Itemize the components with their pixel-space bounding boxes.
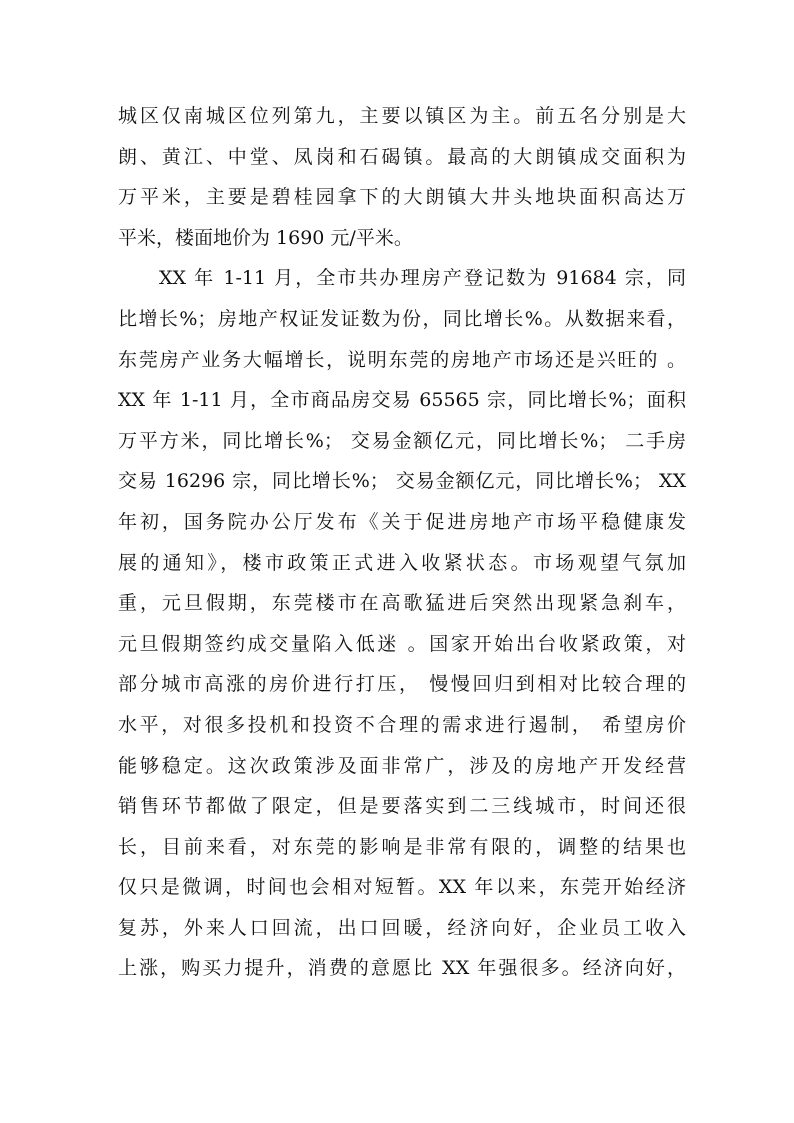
text-line: 部分城市高涨的房价进行打压， 慢慢回归到相对比较合理的: [118, 673, 686, 696]
text-line: 朗、黄江、中堂、凤岗和石碣镇。最高的大朗镇成交面积为: [118, 145, 686, 168]
text-line: XX 年 1-11 月，全市商品房交易 65565 宗，同比增长%；面积: [118, 389, 686, 412]
text-line: 长，目前来看，对东莞的影响是非常有限的，调整的结果也: [118, 835, 686, 858]
text-line: 万平米，主要是碧桂园拿下的大朗镇大井头地块面积高达万: [118, 186, 686, 209]
text-line: 重，元旦假期，东莞楼市在高歌猛进后突然出现紧急刹车，: [118, 592, 686, 615]
text-line: 年初，国务院办公厅发布《关于促进房地产市场平稳健康发: [118, 510, 686, 533]
text-line: 平米，楼面地价为 1690 元/平米。: [118, 226, 413, 249]
text-line: 城区仅南城区位列第九，主要以镇区为主。前五名分别是大: [118, 105, 686, 127]
text-line: 复苏，外来人口回流，出口回暖，经济向好，企业员工收入: [118, 916, 686, 939]
text-line: 万平方米，同比增长%； 交易金额亿元，同比增长%； 二手房: [118, 429, 686, 452]
text-line: 仅只是微调，时间也会相对短暂。XX 年以来，东莞开始经济: [118, 876, 686, 899]
text-line: 上涨，购买力提升，消费的意愿比 XX 年强很多。经济向好，: [118, 957, 686, 980]
body-text: [118, 96, 686, 989]
text-line: 销售环节都做了限定，但是要落实到二三线城市，时间还很: [118, 795, 686, 818]
text-line: 能够稳定。这次政策涉及面非常广，涉及的房地产开发经营: [118, 754, 686, 777]
paragraph-first-line: XX 年 1-11 月，全市共办理房产登记数为 91684 宗，同: [159, 267, 686, 290]
text-line: 水平，对很多投机和投资不合理的需求进行遏制， 希望房价: [118, 713, 686, 736]
text-line: 元旦假期签约成交量陷入低迷 。国家开始出台收紧政策，对: [118, 632, 686, 655]
text-line: 交易 16296 宗，同比增长%； 交易金额亿元，同比增长%； XX: [118, 470, 686, 493]
text-line: 展的通知》，楼市政策正式进入收紧状态。市场观望气氛加: [118, 551, 686, 574]
text-line: 东莞房产业务大幅增长，说明东莞的房地产市场还是兴旺的 。: [118, 348, 686, 371]
text-line: 比增长%；房地产权证发证数为份，同比增长%。从数据来看，: [118, 307, 686, 330]
